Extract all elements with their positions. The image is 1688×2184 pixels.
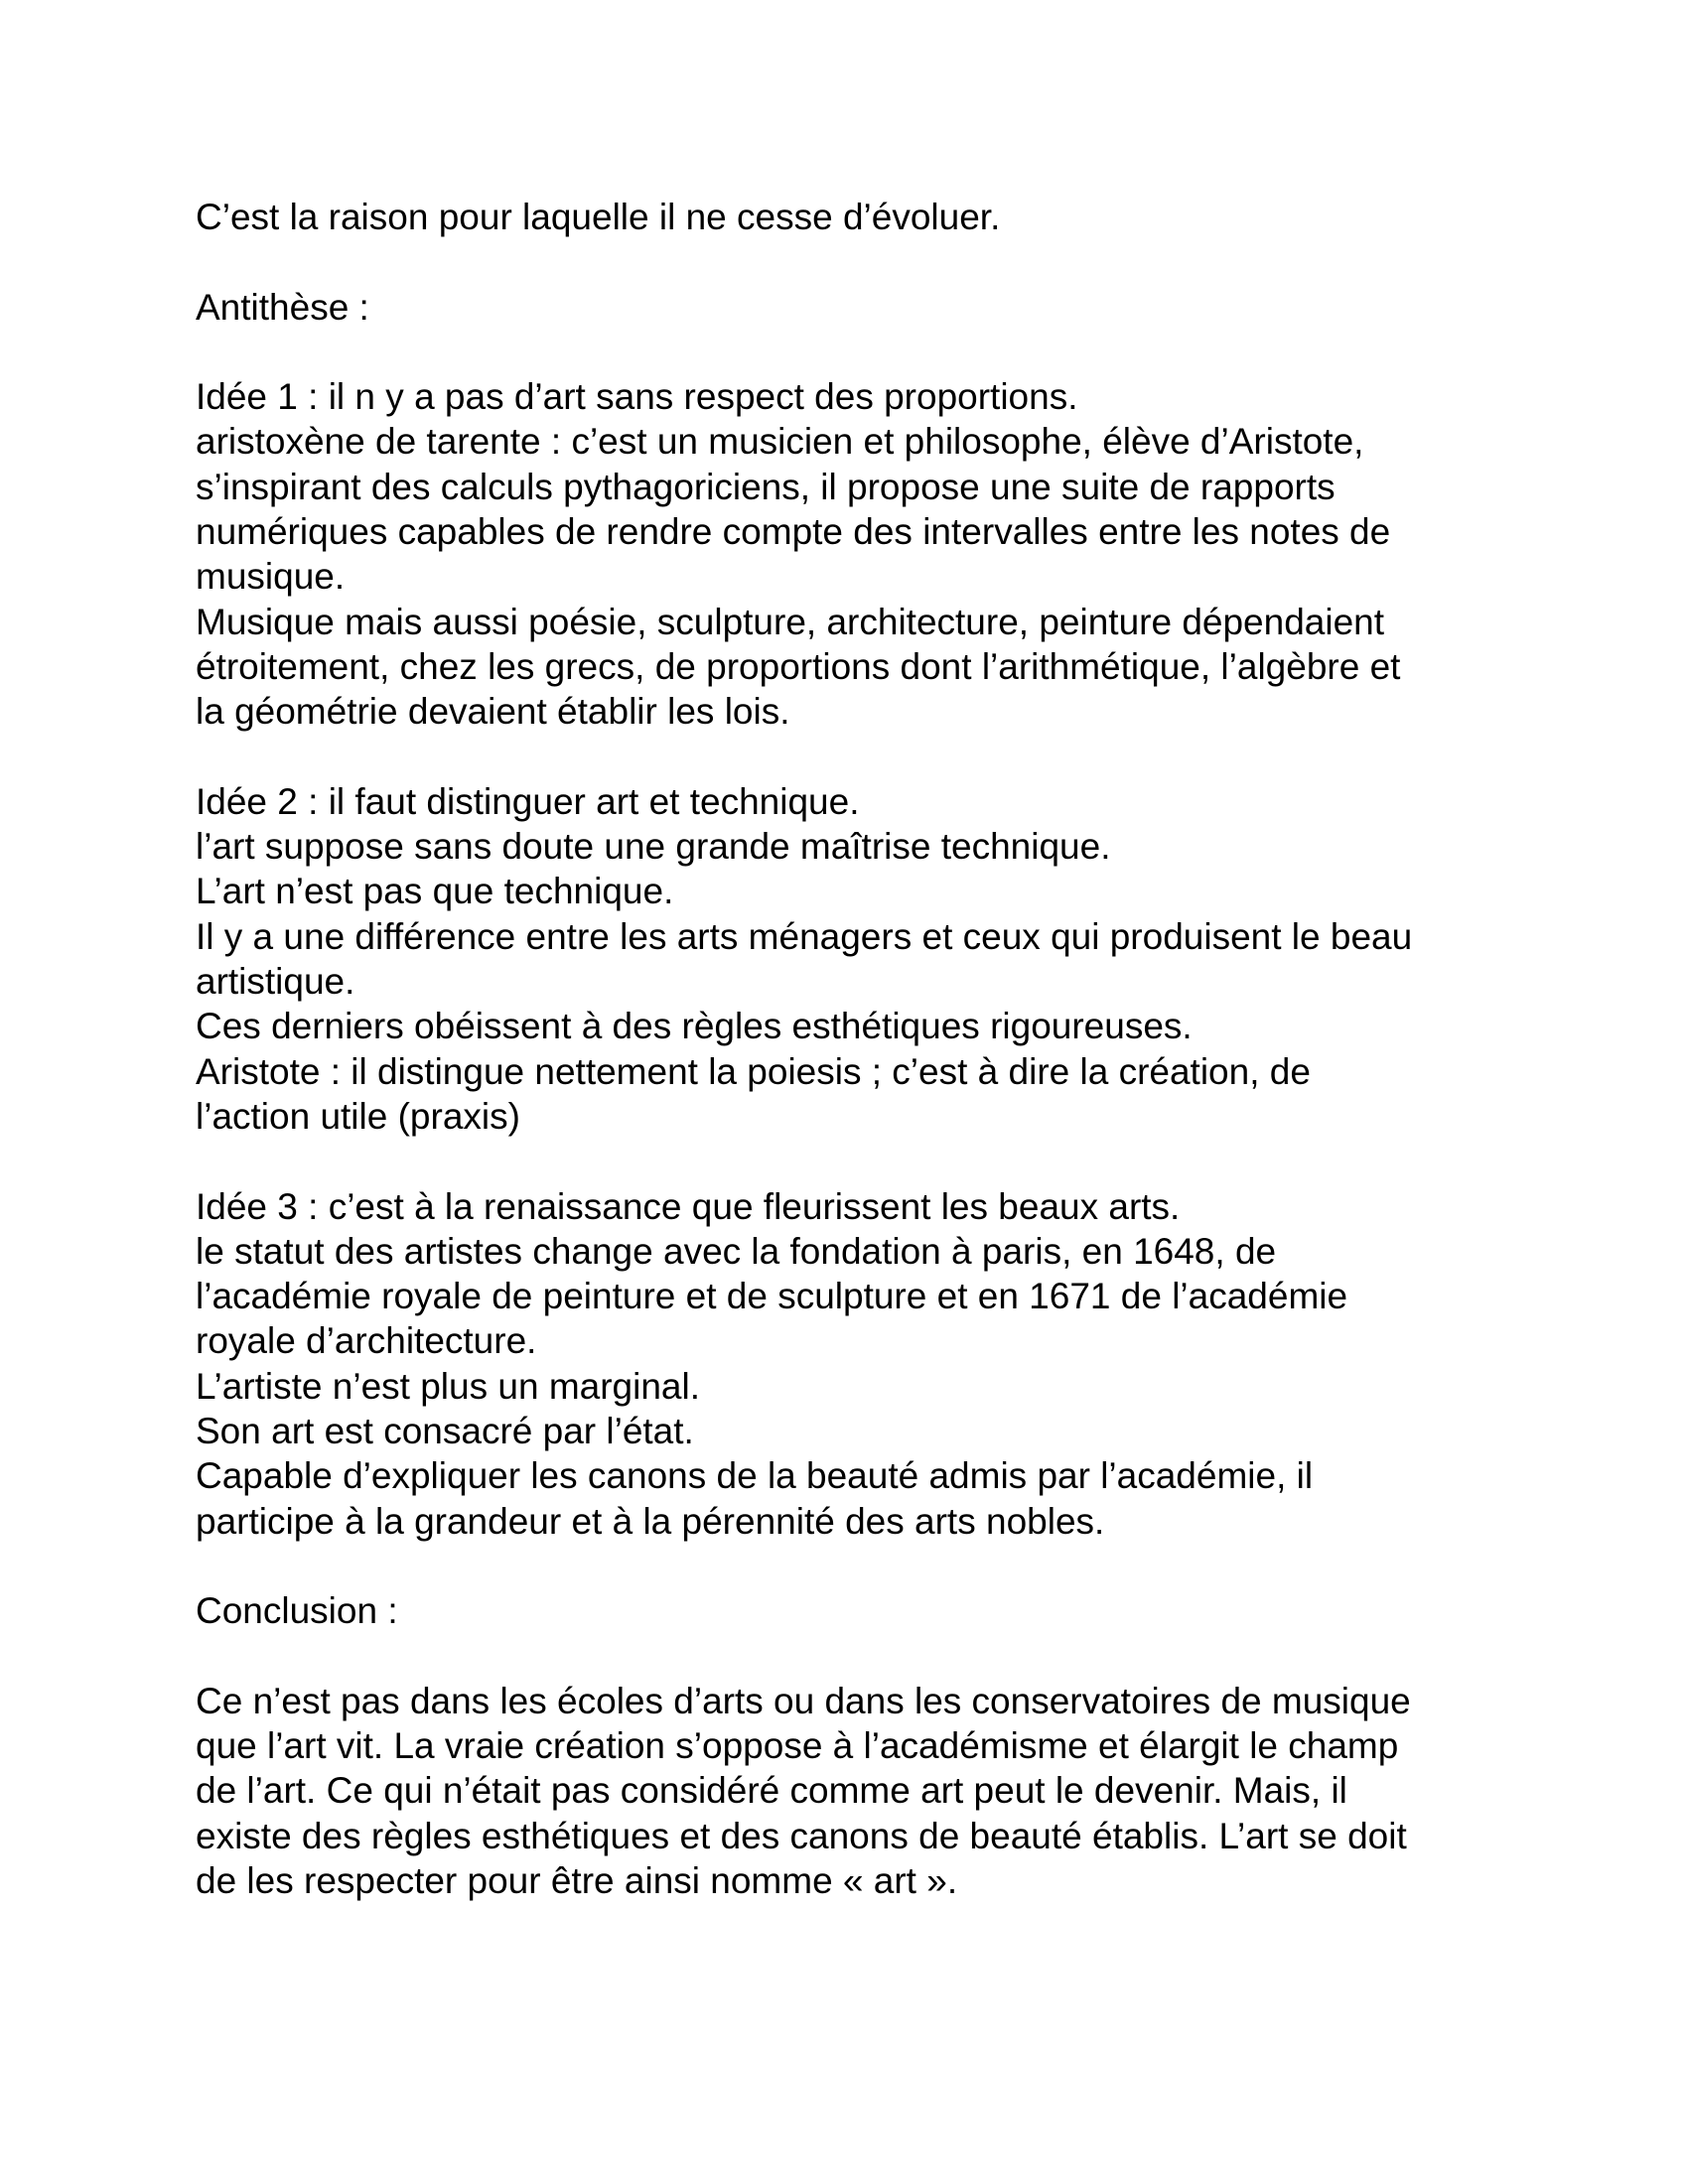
- idee1-line: Musique mais aussi poésie, sculpture, architecture, peinture dépendaient: [196, 601, 1385, 642]
- idee3-line: L’artiste n’est plus un marginal.: [196, 1365, 700, 1407]
- idee2-line: Il y a une différence entre les arts ménagers et ceux qui produisent le beau: [196, 915, 1413, 957]
- conclusion-section: [196, 1679, 1516, 1903]
- conclusion-line: existe des règles esthétiques et des canons de beauté établis. L’art se doit: [196, 1815, 1407, 1856]
- idee3-line: Son art est consacré par l’état.: [196, 1411, 694, 1452]
- idee2-title: Idée 2 : il faut distinguer art et technique.: [196, 780, 860, 822]
- idee2-line: l’action utile (praxis): [196, 1095, 520, 1137]
- idee2-line: artistique.: [196, 961, 355, 1003]
- idee3-line: participe à la grandeur et à la pérennité des arts nobles.: [196, 1500, 1105, 1542]
- paragraph-gap: [196, 330, 1516, 374]
- idee1-line: la géométrie devaient établir les lois.: [196, 691, 790, 733]
- idee2-line: l’art suppose sans doute une grande maîtrise technique.: [196, 826, 1111, 868]
- idee1-title: Idée 1 : il n y a pas d’art sans respect des proportions.: [196, 376, 1078, 418]
- idee3-section: [196, 1184, 1516, 1544]
- conclusion-line: de les respecter pour être ainsi nomme « art ».: [196, 1859, 958, 1901]
- idee2-line: Ces derniers obéissent à des règles esthétiques rigoureuses.: [196, 1006, 1193, 1047]
- idee3-line: l’académie royale de peinture et de sculpture et en 1671 de l’académie: [196, 1276, 1348, 1317]
- idee3-title: Idée 3 : c’est à la renaissance que fleurissent les beaux arts.: [196, 1185, 1181, 1227]
- paragraph-gap: [196, 1544, 1516, 1588]
- idee3-line: le statut des artistes change avec la fondation à paris, en 1648, de: [196, 1230, 1277, 1272]
- idee3-line: Capable d’expliquer les canons de la beauté admis par l’académie, il: [196, 1455, 1314, 1497]
- paragraph-gap: [196, 1634, 1516, 1679]
- intro-line: C’est la raison pour laquelle il ne cesse d’évoluer.: [196, 197, 1001, 237]
- conclusion-heading: Conclusion :: [196, 1590, 398, 1632]
- idee2-section: [196, 779, 1516, 1139]
- conclusion-line: que l’art vit. La vraie création s’oppose à l’académisme et élargit le champ: [196, 1725, 1399, 1767]
- idee2-line: Aristote : il distingue nettement la poiesis ; c’est à dire la création, de: [196, 1050, 1311, 1092]
- paragraph-gap: [196, 735, 1516, 779]
- conclusion-line: de l’art. Ce qui n’était pas considéré comme art peut le devenir. Mais, il: [196, 1770, 1347, 1812]
- idee1-line: numériques capables de rendre compte des intervalles entre les notes de: [196, 511, 1391, 553]
- idee1-line: s’inspirant des calculs pythagoriciens, il propose une suite de rapports: [196, 466, 1336, 507]
- idee2-line: L’art n’est pas que technique.: [196, 871, 674, 912]
- idee1-line: musique.: [196, 556, 346, 598]
- idee3-line: royale d’architecture.: [196, 1320, 537, 1362]
- antithese-heading: Antithèse :: [196, 286, 369, 328]
- paragraph-gap: [196, 1139, 1516, 1183]
- conclusion-line: Ce n’est pas dans les écoles d’arts ou dans les conservatoires de musique: [196, 1680, 1411, 1721]
- document-page: [196, 195, 1516, 1903]
- paragraph-gap: [196, 239, 1516, 284]
- idee1-line: aristoxène de tarente : c’est un musicien et philosophe, élève d’Aristote,: [196, 421, 1364, 463]
- idee1-section: [196, 374, 1516, 734]
- idee1-line: étroitement, chez les grecs, de proportions dont l’arithmétique, l’algèbre et: [196, 645, 1401, 687]
